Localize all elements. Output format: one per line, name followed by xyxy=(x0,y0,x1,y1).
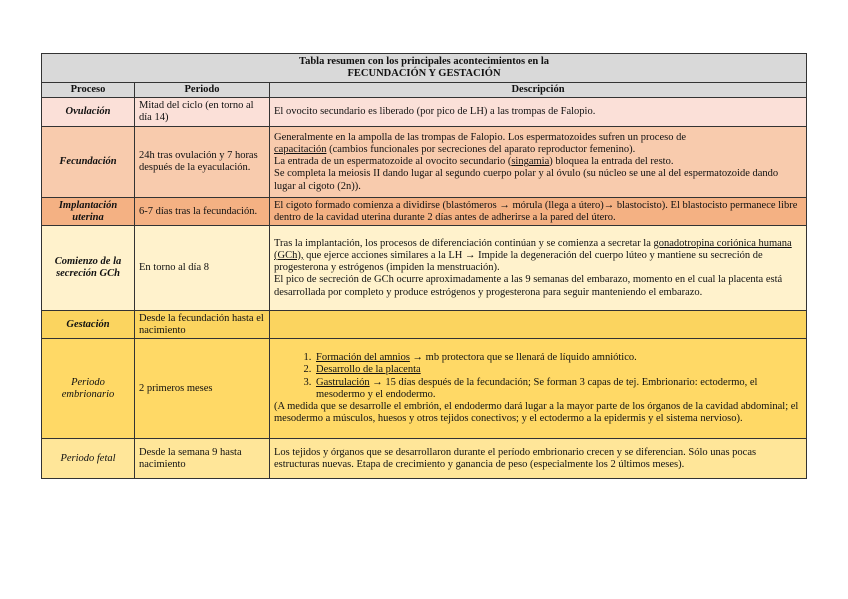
row-fetal xyxy=(42,439,807,479)
descripcion-embrionario xyxy=(270,339,807,439)
proceso-fecundacion: Fecundación xyxy=(42,127,135,198)
proceso-embrionario: Periodo embrionario xyxy=(42,339,135,439)
table-title-line1: Tabla resumen con los principales acontecimientos en la xyxy=(299,56,549,67)
periodo-embrionario: 2 primeros meses xyxy=(135,339,270,439)
gch-text-1: Tras la implantación, los procesos de diferenciación continúan y se comienza a secretar la gonadotropina coriónica humana (GCh), que ejerce acciones similares a la LH → Impide la degeneración del cuerpo lúteo y mantiene su secreción de progesterona y estrógenos (impiden la menstruación). xyxy=(274,237,792,274)
row-embrionario xyxy=(42,339,807,439)
summary-table xyxy=(41,53,807,479)
descripcion-fecundacion xyxy=(270,127,807,198)
table-title xyxy=(42,54,807,83)
descripcion-gestacion xyxy=(270,311,807,339)
row-gch xyxy=(42,226,807,311)
gastrulacion-term: Gastrulación xyxy=(316,376,370,388)
proceso-gestacion: Gestación xyxy=(42,311,135,339)
periodo-ovulacion: Mitad del ciclo (en torno al día 14) xyxy=(135,98,270,127)
fecundacion-text-4: Se completa la meiosis II dando lugar al segundo cuerpo polar y al óvulo (su núcleo se une al del espermatozoide dando lugar al cigoto (2n)). xyxy=(274,168,779,192)
descripcion-fetal: Los tejidos y órganos que se desarrollaron durante el período embrionario crecen y se diferencian. Sólo unas pocas estructuras nuevas. Etapa de crecimiento y ganancia de peso (especialmente los 2 últimos meses). xyxy=(270,439,807,479)
header-periodo: Periodo xyxy=(135,83,270,98)
descripcion-gch xyxy=(270,226,807,311)
gch-term: gonadotropina coriónica humana (GCh), xyxy=(274,237,792,261)
placenta-term: Desarrollo de la placenta xyxy=(316,364,421,376)
periodo-fetal: Desde la semana 9 hasta nacimiento xyxy=(135,439,270,479)
list-item: 1. Formación del amnios → mb protectora que se llenará de líquido amniótico. xyxy=(314,352,802,364)
row-implantacion xyxy=(42,198,807,226)
capacitacion-term: capacitación xyxy=(274,143,327,155)
descripcion-ovulacion: El ovocito secundario es liberado (por pico de LH) a las trompas de Falopio. xyxy=(270,98,807,127)
embrionario-note: (A medida que se desarrolle el embrión, el endodermo dará lugar a la mayor parte de los órganos de la cavidad abdominal; el mesodermo a músculos, huesos y otros tejidos conectivos; y el ectodermo a la epidermis y el sistema nervioso). xyxy=(274,400,799,425)
amnios-term: Formación del amnios xyxy=(316,352,410,364)
header-proceso: Proceso xyxy=(42,83,135,98)
list-item: 3. Gastrulación → 15 días después de la fecundación; Se forman 3 capas de tej. Embrionario: ectodermo, el mesodermo y el endodermo. xyxy=(314,377,802,401)
periodo-gestacion: Desde la fecundación hasta el nacimiento xyxy=(135,311,270,339)
proceso-fetal: Periodo fetal xyxy=(42,439,135,479)
list-item xyxy=(314,364,802,376)
row-ovulacion xyxy=(42,98,807,127)
fecundacion-text-3: La entrada de un espermatozoide al ovocito secundario (singamia) bloquea la entrada del resto. xyxy=(274,156,674,168)
proceso-gch: Comienzo de la secreción GCh xyxy=(42,226,135,311)
descripcion-implantacion: El cigoto formado comienza a dividirse (blastómeros → mórula (llega a útero)→ blastocisto). El blastocisto permanece libre dentro de la cavidad uterina durante 2 días antes de adherirse a la pared del útero. xyxy=(270,198,807,226)
periodo-implantacion: 6-7 días tras la fecundación. xyxy=(135,198,270,226)
proceso-ovulacion: Ovulación xyxy=(42,98,135,127)
proceso-implantacion: Implantación uterina xyxy=(42,198,135,226)
fecundacion-text-1: Generalmente en la ampolla de las trompas de Falopio. Los espermatozoides sufren un proceso de xyxy=(274,131,686,143)
row-fecundacion xyxy=(42,127,807,198)
singamia-term: singamia xyxy=(511,156,550,168)
gch-text-2: El pico de secreción de GCh ocurre aproximadamente a las 9 semanas del embarazo, momento en el cual la placenta está desarrollada por completo y produce estrógenos y progesterona para seguir manteniendo el embarazo. xyxy=(274,274,783,298)
title-row xyxy=(42,54,807,83)
periodo-fecundacion: 24h tras ovulación y 7 horas después de la eyaculación. xyxy=(135,127,270,198)
periodo-gch: En torno al día 8 xyxy=(135,226,270,311)
row-gestacion xyxy=(42,311,807,339)
header-descripcion: Descripción xyxy=(270,83,807,98)
header-row xyxy=(42,83,807,98)
embrionario-list xyxy=(274,352,802,401)
table-title-line2: FECUNDACIÓN Y GESTACIÓN xyxy=(347,68,501,79)
fecundacion-text-2: capacitación (cambios funcionales por secreciones del aparato reproductor femenino). xyxy=(274,143,636,155)
